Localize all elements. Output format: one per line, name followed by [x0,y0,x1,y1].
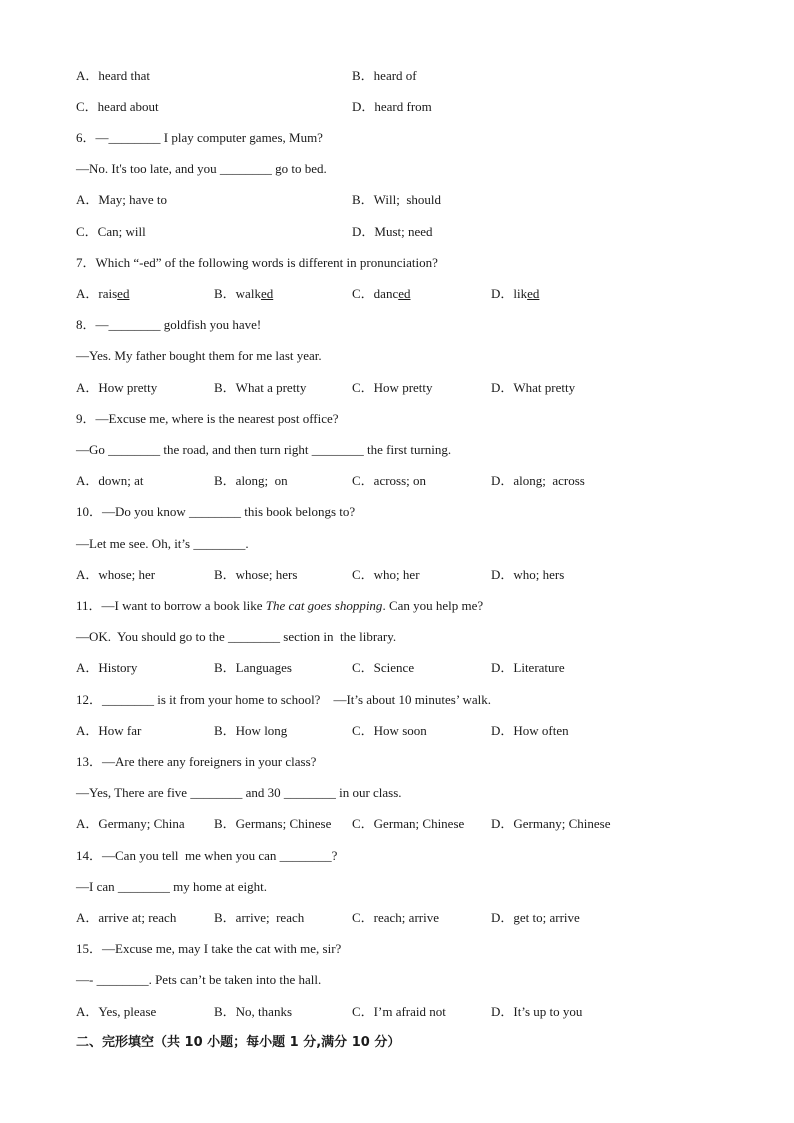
q13-option-b: B．Germans; Chinese [214,816,332,831]
q10-stem: 10．—Do you know ________ this book belongs to? [76,504,356,519]
q10-option-b: B．whose; hers [214,567,298,582]
q8-option-d: D．What pretty [491,380,576,395]
q11-option-b: B．Languages [214,660,292,675]
q11-stem: 11．—I want to borrow a book like The cat goes shopping. Can you help me? [76,598,484,613]
q10-option-c: C．who; her [352,567,420,582]
q7-stem: 7．Which “-ed” of the following words is different in pronunciation? [76,255,438,270]
q11-option-d: D．Literature [491,660,565,675]
q15-option-a: A．Yes, please [76,1004,157,1019]
q9-reply: —Go ________ the road, and then turn right ________ the first turning. [76,442,452,457]
q6-stem: 6．—________ I play computer games, Mum? [76,130,323,145]
q6-reply: —No. It's too late, and you ________ go to bed. [76,161,327,176]
q6-option-a: A．May; have to [76,192,167,207]
q13-option-d: D．Germany; Chinese [491,816,611,831]
q7-option-d: D．liked [491,286,540,301]
q14-option-d: D．get to; arrive [491,910,580,925]
q9-option-a: A．down; at [76,473,144,488]
q15-option-c: C．I’m afraid not [352,1004,446,1019]
q6-option-b: B．Will; should [352,192,442,207]
q10-reply: —Let me see. Oh, it’s ________. [76,536,249,551]
q10-option-a: A．whose; her [76,567,156,582]
q9-option-c: C．across; on [352,473,427,488]
q11-reply: —OK. You should go to the ________ section in the library. [76,629,397,644]
q15-option-d: D．It’s up to you [491,1004,583,1019]
q8-option-c: C．How pretty [352,380,433,395]
q6-option-d: D．Must; need [352,224,433,239]
section-heading-cloze: 二、完形填空（共 10 小题；每小题 1 分,满分 10 分） [76,1035,401,1050]
q5-option-d: D．heard from [352,99,432,114]
q7-option-b: B．walked [214,286,274,301]
q8-reply: —Yes. My father bought them for me last year. [76,348,322,363]
q11-option-c: C．Science [352,660,415,675]
q14-option-c: C．reach; arrive [352,910,439,925]
q8-stem: 8．—________ goldfish you have! [76,317,262,332]
q9-stem: 9．—Excuse me, where is the nearest post office? [76,411,339,426]
q14-option-b: B．arrive; reach [214,910,305,925]
q9-option-b: B．along; on [214,473,288,488]
q6-option-c: C．Can; will [76,224,146,239]
q13-stem: 13．—Are there any foreigners in your class? [76,754,317,769]
q14-option-a: A．arrive at; reach [76,910,177,925]
q12-option-c: C．How soon [352,723,427,738]
q5-option-a: A．heard that [76,68,151,83]
q14-reply: —I can ________ my home at eight. [76,879,267,894]
q13-reply: —Yes, There are five ________ and 30 ________ in our class. [76,785,402,800]
q12-option-a: A．How far [76,723,142,738]
q10-option-d: D．who; hers [491,567,565,582]
q12-option-d: D．How often [491,723,569,738]
q15-stem: 15．—Excuse me, may I take the cat with me, sir? [76,941,342,956]
q14-stem: 14．—Can you tell me when you can ________? [76,848,338,863]
q5-option-b: B．heard of [352,68,417,83]
q15-reply: —- ________. Pets can’t be taken into the hall. [76,972,322,987]
q8-option-a: A．How pretty [76,380,158,395]
q13-option-c: C．German; Chinese [352,816,465,831]
q13-option-a: A．Germany; China [76,816,185,831]
q8-option-b: B．What a pretty [214,380,307,395]
q5-option-c: C．heard about [76,99,159,114]
q9-option-d: D．along; across [491,473,585,488]
q12-option-b: B．How long [214,723,288,738]
book-title: The cat goes shopping [265,598,383,613]
q7-option-a: A．raised [76,286,130,301]
q7-option-c: C．danced [352,286,411,301]
q12-stem: 12．________ is it from your home to school? —It’s about 10 minutes’ walk. [76,692,491,707]
q11-option-a: A．History [76,660,138,675]
q15-option-b: B．No, thanks [214,1004,293,1019]
